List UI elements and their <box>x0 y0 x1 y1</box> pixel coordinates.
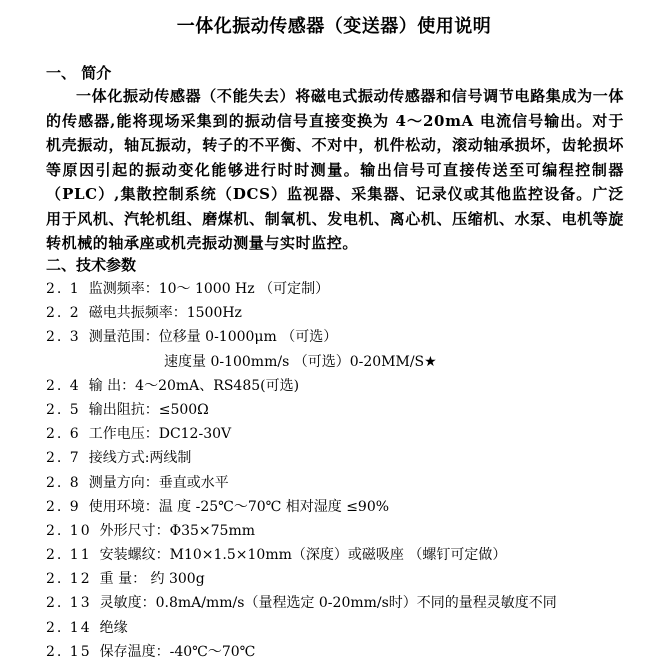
spec-text: 安装螺纹：M10×1.5×10mm（深度）或磁吸座 （螺钉可定做） <box>99 547 507 564</box>
spec-number: 2. 5 <box>46 401 81 418</box>
spec-text: 使用环境：温 度 -25℃～70℃ 相对湿度 ≤90% <box>88 498 390 515</box>
spec-number: 2. 13 <box>46 595 92 612</box>
spec-number: 2. 10 <box>46 522 92 539</box>
spec-text: 监测频率：10～ 1000 Hz （可定制） <box>88 281 330 297</box>
spec-item <box>46 567 646 591</box>
spec-item <box>46 471 646 495</box>
document-title: 一体化振动传感器（变送器）使用说明 <box>176 16 492 37</box>
spec-text: 外形尺寸：Φ35×75mm <box>99 522 256 539</box>
spec-text: 工作电压：DC12-30V <box>88 426 232 443</box>
spec-text: 输出阻抗：≤500Ω <box>88 401 209 418</box>
spec-text: 输 出：4～20mA、RS485(可选) <box>88 377 300 394</box>
spec-text: 测量范围：位移量 0-1000μm （可选） <box>88 329 338 346</box>
spec-item <box>46 591 646 615</box>
spec-text: 保存温度：-40℃～70℃ <box>99 643 256 660</box>
spec-item <box>46 495 646 519</box>
spec-number: 2. 4 <box>46 377 81 394</box>
spec-item <box>46 301 646 325</box>
spec-number: 2. 7 <box>46 450 81 467</box>
spec-number: 2. 12 <box>46 571 92 588</box>
spec-item <box>46 325 646 349</box>
intro-paragraph: 一体化振动传感器（不能失去）将磁电式振动传感器和信号调节电路集成为一体的传感器,能将现场采集到的振动信号直接变换为 4～20mA 电流信号输出。对于机壳振动，轴瓦振动，转子的不平衡、不对中，机件松动，滚动轴承损坏，齿轮损坏等原因引起的振动变化能够进行时时测量。输出信号可直接传送至可编程控制器（PLC）,集散控制系统（DCS）监视器、采集器、记录仪或其他监控设备。广泛用于风机、汽轮机组、磨煤机、制氧机、发电机、离心机、压缩机、水泵、电机等旋转机械的轴承座或机壳振动测量与实时监控。 <box>46 87 624 252</box>
spec-item <box>46 398 646 422</box>
spec-number: 2. 2 <box>46 305 81 322</box>
spec-number: 2. 8 <box>46 474 81 491</box>
spec-number: 2. 3 <box>46 329 81 346</box>
spec-item <box>46 277 646 301</box>
spec-number: 2. 9 <box>46 498 81 515</box>
spec-number: 2. 11 <box>46 547 92 564</box>
spec-text: 重 量： 约 300g <box>99 571 205 588</box>
spec-text: 灵敏度：0.8mA/mm/s（量程选定 0-20mm/s时）不同的量程灵敏度不同 <box>99 595 557 612</box>
spec-text: 绝缘 <box>99 619 128 636</box>
spec-number: 2. 6 <box>46 426 81 443</box>
spec-item <box>46 519 646 543</box>
spec-item <box>46 422 646 446</box>
spec-text: 测量方向：垂直或水平 <box>88 474 229 491</box>
spec-item <box>46 640 646 664</box>
spec-text: 速度量 0-100mm/s （可选）0-20MM/S★ <box>164 353 437 370</box>
spec-list <box>46 277 646 664</box>
spec-number: 2. 1 <box>46 281 81 297</box>
spec-number: 2. 14 <box>46 619 92 636</box>
spec-item <box>46 616 646 640</box>
spec-item <box>46 543 646 567</box>
section-heading-intro: 一、 简介 <box>46 64 112 82</box>
spec-text: 磁电共振频率：1500Hz <box>88 305 242 322</box>
spec-item <box>46 350 646 374</box>
spec-item <box>46 446 646 470</box>
spec-number: 2. 15 <box>46 643 92 660</box>
spec-text: 接线方式:两线制 <box>88 450 192 467</box>
section-heading-specs: 二、技术参数 <box>46 256 137 274</box>
spec-item <box>46 374 646 398</box>
